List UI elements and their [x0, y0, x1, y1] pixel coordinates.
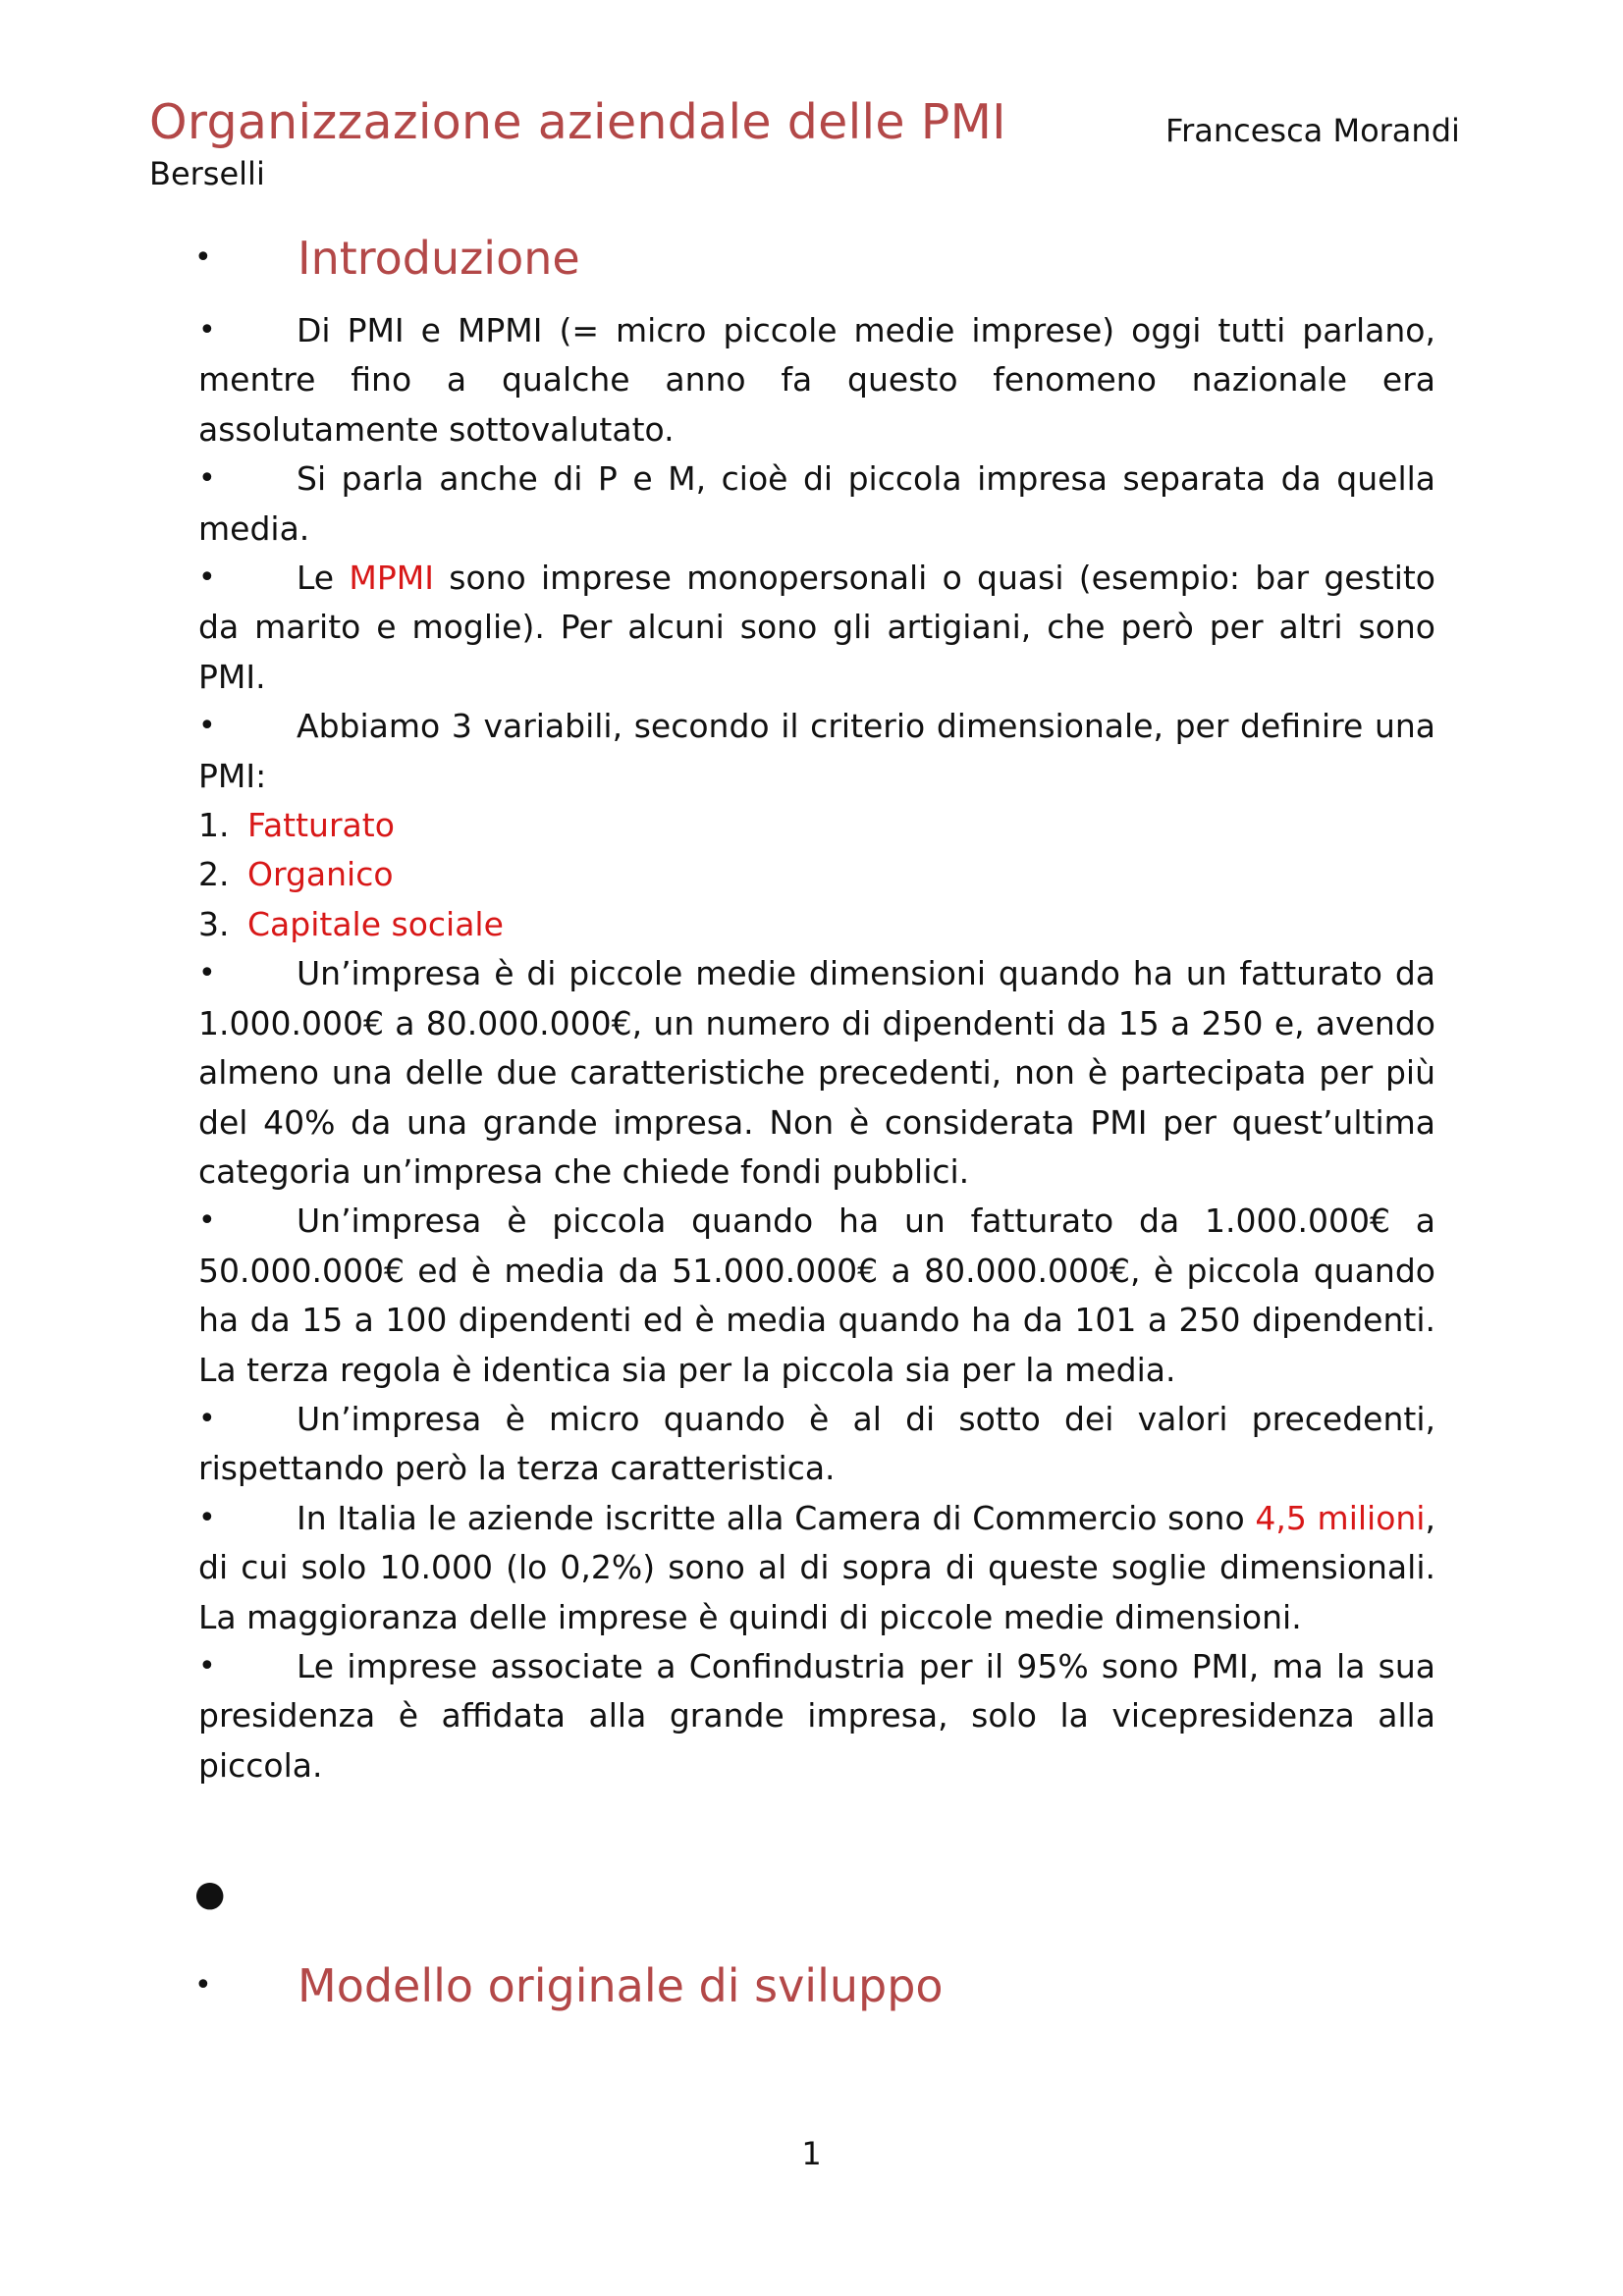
- paragraph: • Un’impresa è micro quando è al di sotto dei valori precedenti, rispettando però la terza caratteristica.: [198, 1395, 1435, 1494]
- bullet-icon: •: [198, 1648, 216, 1683]
- bullet-icon: •: [198, 1203, 216, 1239]
- highlight-term: MPMI: [349, 559, 434, 598]
- paragraph: • Le imprese associate a Confindustria per il 95% sono PMI, ma la sua presidenza è affidata alla grande impresa, solo la vicepresidenza alla piccola.: [198, 1642, 1435, 1790]
- paragraph: • Di PMI e MPMI (= micro piccole medie imprese) oggi tutti parlano, mentre fino a qualche anno fa questo fenomeno nazionale era assolutamente sottovalutato.: [198, 306, 1435, 454]
- author-name: Francesca Morandi: [1165, 112, 1460, 149]
- paragraph: • Abbiamo 3 variabili, secondo il criterio dimensionale, per definire una PMI:: [198, 702, 1435, 801]
- document-title: Organizzazione aziendale delle PMI: [149, 94, 1006, 150]
- section-title: Modello originale di sviluppo: [298, 1959, 944, 2012]
- bullet-icon: •: [198, 313, 216, 347]
- bullet-icon: •: [194, 1968, 212, 2002]
- paragraph: • Si parla anche di P e M, cioè di piccola impresa separata da quella media.: [198, 454, 1435, 554]
- paragraph: • In Italia le aziende iscritte alla Camera di Commercio sono 4,5 milioni, di cui solo 10.000 (lo 0,2%) sono al di sopra di queste soglie dimensionali. La maggioranza delle imprese è quindi di piccole medie dimensioni.: [198, 1494, 1435, 1642]
- paragraph: • Le MPMI sono imprese monopersonali o quasi (esempio: bar gestito da marito e moglie). Per alcuni sono gli artigiani, che però per altri sono PMI.: [198, 554, 1435, 702]
- bullet-icon: •: [198, 956, 216, 991]
- list-item: 2. Organico: [198, 855, 394, 894]
- author-surname: Berselli: [149, 155, 265, 192]
- body-text: [198, 306, 1435, 1790]
- list-item: 1. Fatturato: [198, 806, 395, 845]
- criteria-list: [198, 801, 1435, 949]
- bullet-icon: •: [198, 461, 216, 497]
- page-number: 1: [801, 2135, 822, 2172]
- section-title: Introduzione: [298, 232, 580, 285]
- list-item: 3. Capitale sociale: [198, 904, 504, 943]
- bullet-icon: •: [194, 240, 212, 275]
- bullet-icon: •: [198, 1500, 216, 1535]
- bullet-icon: •: [198, 561, 216, 596]
- highlight-term: 4,5 milioni: [1255, 1498, 1426, 1537]
- bullet-icon: •: [198, 709, 216, 744]
- paragraph: • Un’impresa è di piccole medie dimensioni quando ha un fatturato da 1.000.000€ a 80.000.000€, un numero di dipendenti da 15 a 250 e, avendo almeno una delle due caratteristiche precedenti, non è partecipata per più del 40% da una grande impresa. Non è considerata PMI per quest’ultima categoria un’impresa che chiede fondi pubblici.: [198, 949, 1435, 1197]
- paragraph: • Un’impresa è piccola quando ha un fatturato da 1.000.000€ a 50.000.000€ ed è media da 51.000.000€ a 80.000.000€, è piccola quando ha da 15 a 100 dipendenti ed è media quando ha da 101 a 250 dipendenti. La terza regola è identica sia per la piccola sia per la media.: [198, 1197, 1435, 1395]
- bullet-icon: •: [198, 1401, 216, 1436]
- empty-bullet-icon: ●: [194, 1874, 226, 1914]
